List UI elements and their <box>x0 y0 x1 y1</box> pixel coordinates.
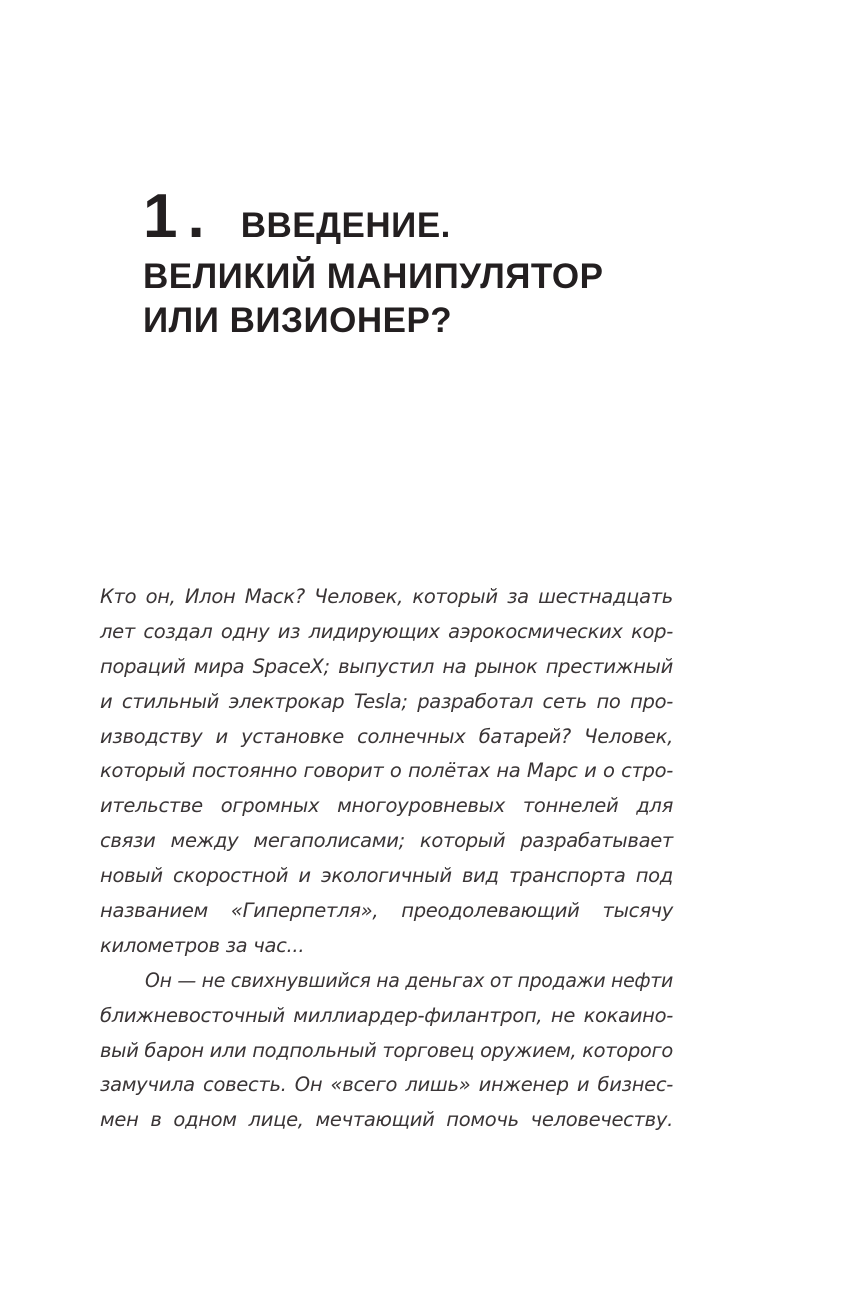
text-line-content: связи между мегаполисами; который разрабатывает <box>100 829 673 853</box>
text-line <box>100 894 673 929</box>
text-line <box>100 1068 673 1103</box>
body-text <box>100 580 673 1138</box>
text-line <box>100 685 673 720</box>
chapter-heading <box>143 182 604 343</box>
chapter-number-dot: . <box>187 182 205 251</box>
paragraph <box>100 964 673 1138</box>
text-line <box>100 859 673 894</box>
text-line-content: новый скоростной и экологичный вид транспорта под <box>100 864 673 888</box>
text-line <box>100 650 673 685</box>
text-line <box>100 720 673 755</box>
text-line-content: ближневосточный миллиардер-филантроп, не кокаино- <box>100 1003 673 1027</box>
text-line <box>100 1103 673 1138</box>
text-line <box>100 580 673 615</box>
text-line-content: который постоянно говорит о полётах на Марс и о стро- <box>100 759 673 783</box>
chapter-title-line: ВВЕДЕНИЕ. <box>240 206 451 245</box>
chapter-number: 1 <box>143 182 178 251</box>
text-line-content: километров за час... <box>100 933 305 957</box>
chapter-title-line: ВЕЛИКИЙ МАНИПУЛЯТОР <box>143 257 604 296</box>
text-line-content: ительстве огромных многоуровневых тоннелей для <box>100 794 673 818</box>
text-line-content: мен в одном лице, мечтающий помочь человечеству. <box>100 1108 673 1132</box>
text-line <box>100 929 673 964</box>
chapter-heading-first-row <box>143 182 603 255</box>
text-line <box>100 824 673 859</box>
text-line-content: пораций мира SpaceX; выпустил на рынок престижный <box>100 654 673 678</box>
text-line-content: вый барон или подпольный торговец оружием, которого <box>100 1038 673 1062</box>
text-line <box>100 615 673 650</box>
text-line-content: замучила совесть. Он «всего лишь» инженер и бизнес- <box>100 1073 673 1097</box>
paragraph <box>100 580 673 964</box>
text-line-content: названием «Гиперпетля», преодолевающий тысячу <box>100 899 673 923</box>
text-line <box>100 999 673 1034</box>
text-line <box>100 1034 673 1069</box>
chapter-title-line: ИЛИ ВИЗИОНЕР? <box>143 301 453 340</box>
text-line <box>100 964 673 999</box>
text-line <box>100 754 673 789</box>
text-line-content: Он — не свихнувшийся на деньгах от продажи нефти <box>145 968 673 992</box>
text-line <box>100 789 673 824</box>
text-line-content: Кто он, Илон Маск? Человек, который за шестнадцать <box>100 585 673 608</box>
text-line-content: изводству и установке солнечных батарей? Человек, <box>100 724 673 748</box>
text-line-content: лет создал одну из лидирующих аэрокосмических кор- <box>100 619 673 643</box>
text-line-content: и стильный электрокар Tesla; разработал сеть по про- <box>100 689 673 713</box>
